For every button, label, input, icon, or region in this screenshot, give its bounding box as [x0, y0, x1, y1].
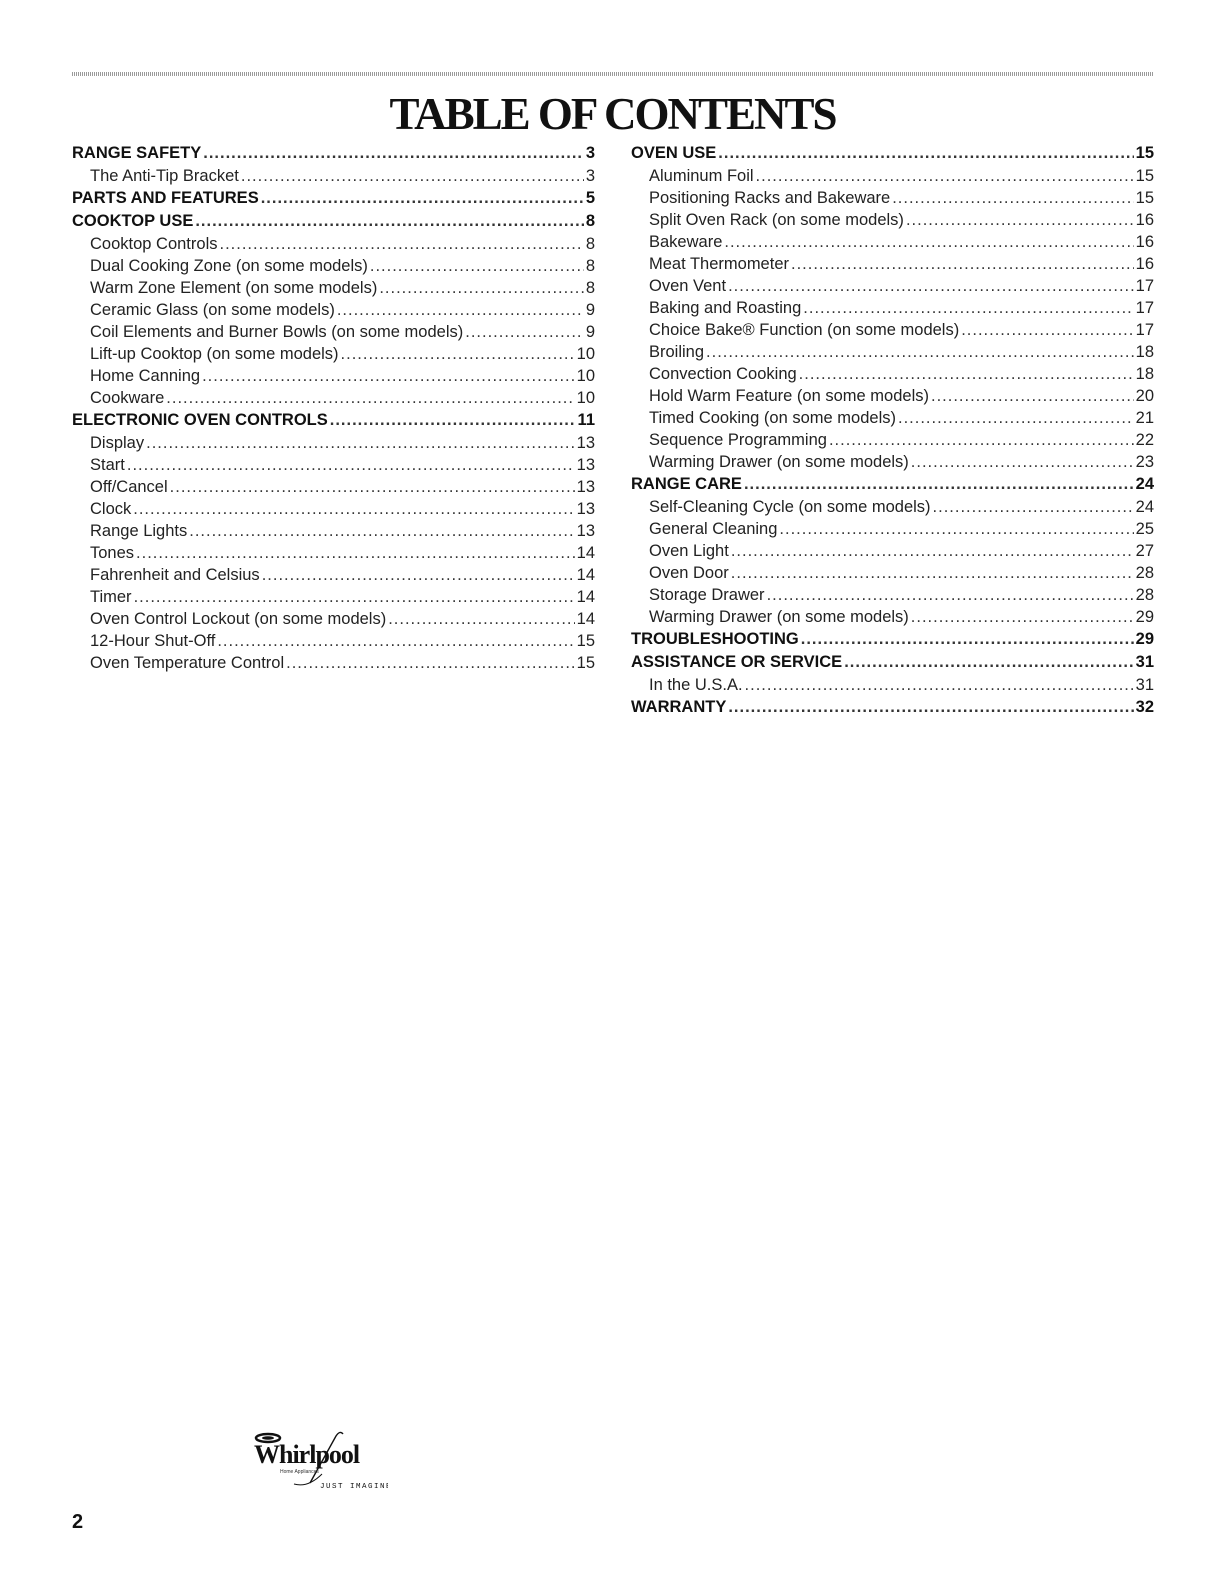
toc-entry-label: Timed Cooking (on some models)	[649, 409, 896, 427]
toc-entry-label: Timer	[90, 588, 132, 606]
toc-subsection-entry	[72, 630, 595, 652]
whirlpool-logo	[248, 1428, 388, 1498]
toc-entry-label: Oven Light	[649, 542, 729, 560]
toc-page-number: 20	[1135, 387, 1154, 405]
toc-entry-label: Bakeware	[649, 233, 723, 251]
toc-subsection-entry	[631, 319, 1154, 341]
toc-page-number: 14	[576, 566, 595, 584]
toc-subsection-entry	[72, 564, 595, 586]
toc-page-number: 8	[585, 235, 595, 253]
toc-entry-label: RANGE CARE	[631, 475, 742, 493]
toc-subsection-entry	[631, 275, 1154, 297]
toc-dot-leader	[241, 165, 584, 187]
toc-entry-label: OVEN USE	[631, 144, 717, 162]
toc-entry-label: In the U.S.A.	[649, 676, 743, 694]
toc-entry-label: Ceramic Glass (on some models)	[90, 301, 335, 319]
toc-page-number: 9	[585, 301, 595, 319]
toc-section-entry	[72, 187, 595, 210]
toc-entry-label: COOKTOP USE	[72, 212, 194, 230]
toc-entry-label: Lift-up Cooktop (on some models)	[90, 345, 339, 363]
toc-subsection-entry	[72, 233, 595, 255]
toc-entry-label: The Anti-Tip Bracket	[90, 167, 239, 185]
toc-page-number: 17	[1135, 321, 1154, 339]
toc-dot-leader	[286, 652, 575, 674]
toc-section-entry	[631, 651, 1154, 674]
toc-page-number: 16	[1135, 233, 1154, 251]
toc-subsection-entry	[72, 165, 595, 187]
toc-subsection-entry	[631, 584, 1154, 606]
toc-page-number: 22	[1135, 431, 1154, 449]
toc-subsection-entry	[72, 476, 595, 498]
toc-subsection-entry	[631, 253, 1154, 275]
toc-section-entry	[631, 142, 1154, 165]
toc-dot-leader	[799, 363, 1134, 385]
toc-entry-label: TROUBLESHOOTING	[631, 630, 799, 648]
toc-subsection-entry	[72, 387, 595, 409]
toc-page-number: 18	[1135, 343, 1154, 361]
toc-dot-leader	[911, 606, 1134, 628]
toc-dot-leader	[127, 454, 575, 476]
toc-subsection-entry	[631, 518, 1154, 540]
toc-right-column	[631, 142, 1154, 719]
toc-dot-leader	[203, 142, 584, 165]
toc-page-number: 17	[1135, 299, 1154, 317]
toc-dot-leader	[136, 542, 575, 564]
toc-page-number: 24	[1135, 498, 1154, 516]
toc-entry-label: Off/Cancel	[90, 478, 168, 496]
toc-entry-label: Oven Vent	[649, 277, 727, 295]
toc-page-number: 23	[1135, 453, 1154, 471]
toc-page-number: 14	[576, 588, 595, 606]
toc-page-number: 3	[585, 167, 595, 185]
toc-page-number: 29	[1135, 608, 1154, 626]
toc-dot-leader	[219, 233, 583, 255]
toc-subsection-entry	[631, 674, 1154, 696]
toc-page-number: 10	[576, 345, 595, 363]
toc-subsection-entry	[631, 496, 1154, 518]
toc-entry-label: Broiling	[649, 343, 705, 361]
toc-entry-label: PARTS AND FEATURES	[72, 189, 259, 207]
toc-entry-label: Tones	[90, 544, 135, 562]
toc-subsection-entry	[72, 321, 595, 343]
toc-entry-label: Cookware	[90, 389, 165, 407]
toc-subsection-entry	[72, 608, 595, 630]
toc-page-number: 13	[576, 478, 595, 496]
toc-dot-leader	[370, 255, 584, 277]
toc-entry-label: Meat Thermometer	[649, 255, 789, 273]
toc-subsection-entry	[631, 540, 1154, 562]
toc-subsection-entry	[72, 255, 595, 277]
toc-entry-label: Oven Door	[649, 564, 729, 582]
toc-entry-label: Home Canning	[90, 367, 201, 385]
toc-subsection-entry	[631, 562, 1154, 584]
toc-subsection-entry	[631, 451, 1154, 473]
toc-section-entry	[72, 142, 595, 165]
toc-page-number: 15	[1135, 189, 1154, 207]
toc-page-number: 13	[576, 522, 595, 540]
toc-page-number: 25	[1135, 520, 1154, 538]
logo-tagline: JUST IMAGINE	[320, 1483, 388, 1491]
toc-entry-label: Oven Temperature Control	[90, 654, 285, 672]
toc-dot-leader	[911, 451, 1134, 473]
toc-dot-leader	[731, 562, 1134, 584]
toc-dot-leader	[829, 429, 1134, 451]
toc-entry-label: 12-Hour Shut-Off	[90, 632, 216, 650]
toc-dot-leader	[341, 343, 575, 365]
toc-dot-leader	[330, 409, 576, 432]
toc-dot-leader	[337, 299, 584, 321]
toc-dot-leader	[791, 253, 1134, 275]
toc-subsection-entry	[72, 299, 595, 321]
toc-dot-leader	[731, 540, 1134, 562]
toc-subsection-entry	[631, 341, 1154, 363]
toc-subsection-entry	[72, 520, 595, 542]
toc-entry-label: Display	[90, 434, 145, 452]
toc-entry-label: Split Oven Rack (on some models)	[649, 211, 904, 229]
toc-entry-label: Self-Cleaning Cycle (on some models)	[649, 498, 931, 516]
toc-entry-label: Baking and Roasting	[649, 299, 802, 317]
toc-entry-label: Convection Cooking	[649, 365, 797, 383]
toc-entry-label: Fahrenheit and Celsius	[90, 566, 260, 584]
toc-section-entry	[72, 210, 595, 233]
toc-page-number: 32	[1135, 698, 1154, 716]
toc-entry-label: Clock	[90, 500, 132, 518]
toc-entry-label: Positioning Racks and Bakeware	[649, 189, 891, 207]
toc-dot-leader	[728, 696, 1133, 719]
toc-page-number: 31	[1135, 676, 1154, 694]
toc-subsection-entry	[631, 165, 1154, 187]
toc-subsection-entry	[72, 343, 595, 365]
toc-page-number: 13	[576, 500, 595, 518]
toc-subsection-entry	[631, 407, 1154, 429]
toc-page-number: 24	[1135, 475, 1154, 493]
toc-dot-leader	[756, 165, 1134, 187]
toc-dot-leader	[718, 142, 1133, 165]
toc-dot-leader	[844, 651, 1133, 674]
toc-page-number: 8	[585, 212, 595, 230]
toc-page-number: 17	[1135, 277, 1154, 295]
toc-page-number: 10	[576, 367, 595, 385]
toc-dot-leader	[745, 674, 1134, 696]
toc-entry-label: Storage Drawer	[649, 586, 765, 604]
toc-page-number: 3	[585, 144, 595, 162]
toc-dot-leader	[262, 564, 575, 586]
toc-page-number: 28	[1135, 564, 1154, 582]
toc-dot-leader	[744, 473, 1134, 496]
toc-dot-leader	[803, 297, 1133, 319]
toc-dot-leader	[892, 187, 1133, 209]
toc-page-number: 8	[585, 257, 595, 275]
toc-section-entry	[631, 696, 1154, 719]
toc-entry-label: RANGE SAFETY	[72, 144, 202, 162]
toc-subsection-entry	[72, 498, 595, 520]
toc-subsection-entry	[631, 209, 1154, 231]
toc-dot-leader	[261, 187, 584, 210]
toc-page-number: 10	[576, 389, 595, 407]
toc-dot-leader	[166, 387, 574, 409]
logo-brand-text: Whirlpool	[254, 1440, 360, 1469]
toc-subsection-entry	[631, 187, 1154, 209]
toc-page-number: 31	[1135, 653, 1154, 671]
toc-dot-leader	[217, 630, 574, 652]
toc-entry-label: Warming Drawer (on some models)	[649, 453, 909, 471]
toc-entry-label: Choice Bake® Function (on some models)	[649, 321, 960, 339]
toc-subsection-entry	[72, 454, 595, 476]
toc-page-number: 29	[1135, 630, 1154, 648]
toc-page-number: 8	[585, 279, 595, 297]
toc-entry-label: Coil Elements and Burner Bowls (on some models)	[90, 323, 464, 341]
toc-dot-leader	[906, 209, 1134, 231]
toc-entry-label: Cooktop Controls	[90, 235, 218, 253]
toc-page-number: 14	[576, 544, 595, 562]
toc-dot-leader	[898, 407, 1134, 429]
toc-dot-leader	[931, 385, 1134, 407]
toc-entry-label: WARRANTY	[631, 698, 727, 716]
toc-page-number: 15	[1135, 167, 1154, 185]
top-dotted-rule	[72, 72, 1154, 76]
toc-dot-leader	[133, 498, 574, 520]
toc-entry-label: Hold Warm Feature (on some models)	[649, 387, 929, 405]
toc-dot-leader	[189, 520, 574, 542]
toc-entry-label: Warming Drawer (on some models)	[649, 608, 909, 626]
toc-subsection-entry	[72, 542, 595, 564]
toc-page-number: 16	[1135, 211, 1154, 229]
toc-dot-leader	[146, 432, 575, 454]
toc-dot-leader	[388, 608, 574, 630]
toc-page-number: 15	[576, 654, 595, 672]
toc-dot-leader	[961, 319, 1133, 341]
toc-dot-leader	[134, 586, 575, 608]
toc-subsection-entry	[72, 277, 595, 299]
toc-entry-label: Range Lights	[90, 522, 188, 540]
page-number: 2	[72, 1511, 84, 1533]
toc-dot-leader	[933, 496, 1134, 518]
toc-entry-label: ELECTRONIC OVEN CONTROLS	[72, 411, 328, 429]
toc-page-number: 13	[576, 456, 595, 474]
toc-dot-leader	[767, 584, 1134, 606]
toc-subsection-entry	[631, 606, 1154, 628]
toc-dot-leader	[801, 628, 1134, 651]
toc-page-number: 15	[576, 632, 595, 650]
toc-section-entry	[631, 628, 1154, 651]
toc-section-entry	[72, 409, 595, 432]
toc-subsection-entry	[72, 432, 595, 454]
toc-dot-leader	[706, 341, 1134, 363]
toc-section-entry	[631, 473, 1154, 496]
toc-page-number: 16	[1135, 255, 1154, 273]
toc-dot-leader	[728, 275, 1134, 297]
toc-page-number: 11	[577, 411, 595, 429]
toc-page-number: 15	[1135, 144, 1154, 162]
toc-dot-leader	[724, 231, 1133, 253]
toc-subsection-entry	[631, 363, 1154, 385]
toc-subsection-entry	[631, 297, 1154, 319]
toc-dot-leader	[202, 365, 575, 387]
toc-page-number: 5	[585, 189, 595, 207]
toc-subsection-entry	[72, 652, 595, 674]
toc-page-number: 9	[585, 323, 595, 341]
toc-subsection-entry	[631, 429, 1154, 451]
toc-entry-label: General Cleaning	[649, 520, 778, 538]
toc-subsection-entry	[72, 586, 595, 608]
toc-entry-label: Dual Cooking Zone (on some models)	[90, 257, 368, 275]
toc-page-number: 18	[1135, 365, 1154, 383]
toc-dot-leader	[465, 321, 584, 343]
toc-entry-label: Oven Control Lockout (on some models)	[90, 610, 387, 628]
toc-page-number: 13	[576, 434, 595, 452]
toc-dot-leader	[379, 277, 583, 299]
toc-left-column	[72, 142, 595, 674]
toc-dot-leader	[779, 518, 1133, 540]
toc-entry-label: Aluminum Foil	[649, 167, 754, 185]
logo-small-text: Home Appliances	[280, 1469, 319, 1475]
toc-entry-label: ASSISTANCE OR SERVICE	[631, 653, 843, 671]
toc-subsection-entry	[72, 365, 595, 387]
toc-subsection-entry	[631, 385, 1154, 407]
toc-entry-label: Sequence Programming	[649, 431, 827, 449]
toc-page-number: 27	[1135, 542, 1154, 560]
toc-page-number: 21	[1135, 409, 1154, 427]
toc-subsection-entry	[631, 231, 1154, 253]
toc-entry-label: Start	[90, 456, 125, 474]
toc-dot-leader	[195, 210, 583, 233]
whirlpool-logo-graphic	[248, 1428, 388, 1498]
page-title: TABLE OF CONTENTS	[389, 89, 836, 139]
toc-page-number: 28	[1135, 586, 1154, 604]
toc-dot-leader	[170, 476, 575, 498]
toc-page-number: 14	[576, 610, 595, 628]
toc-entry-label: Warm Zone Element (on some models)	[90, 279, 378, 297]
